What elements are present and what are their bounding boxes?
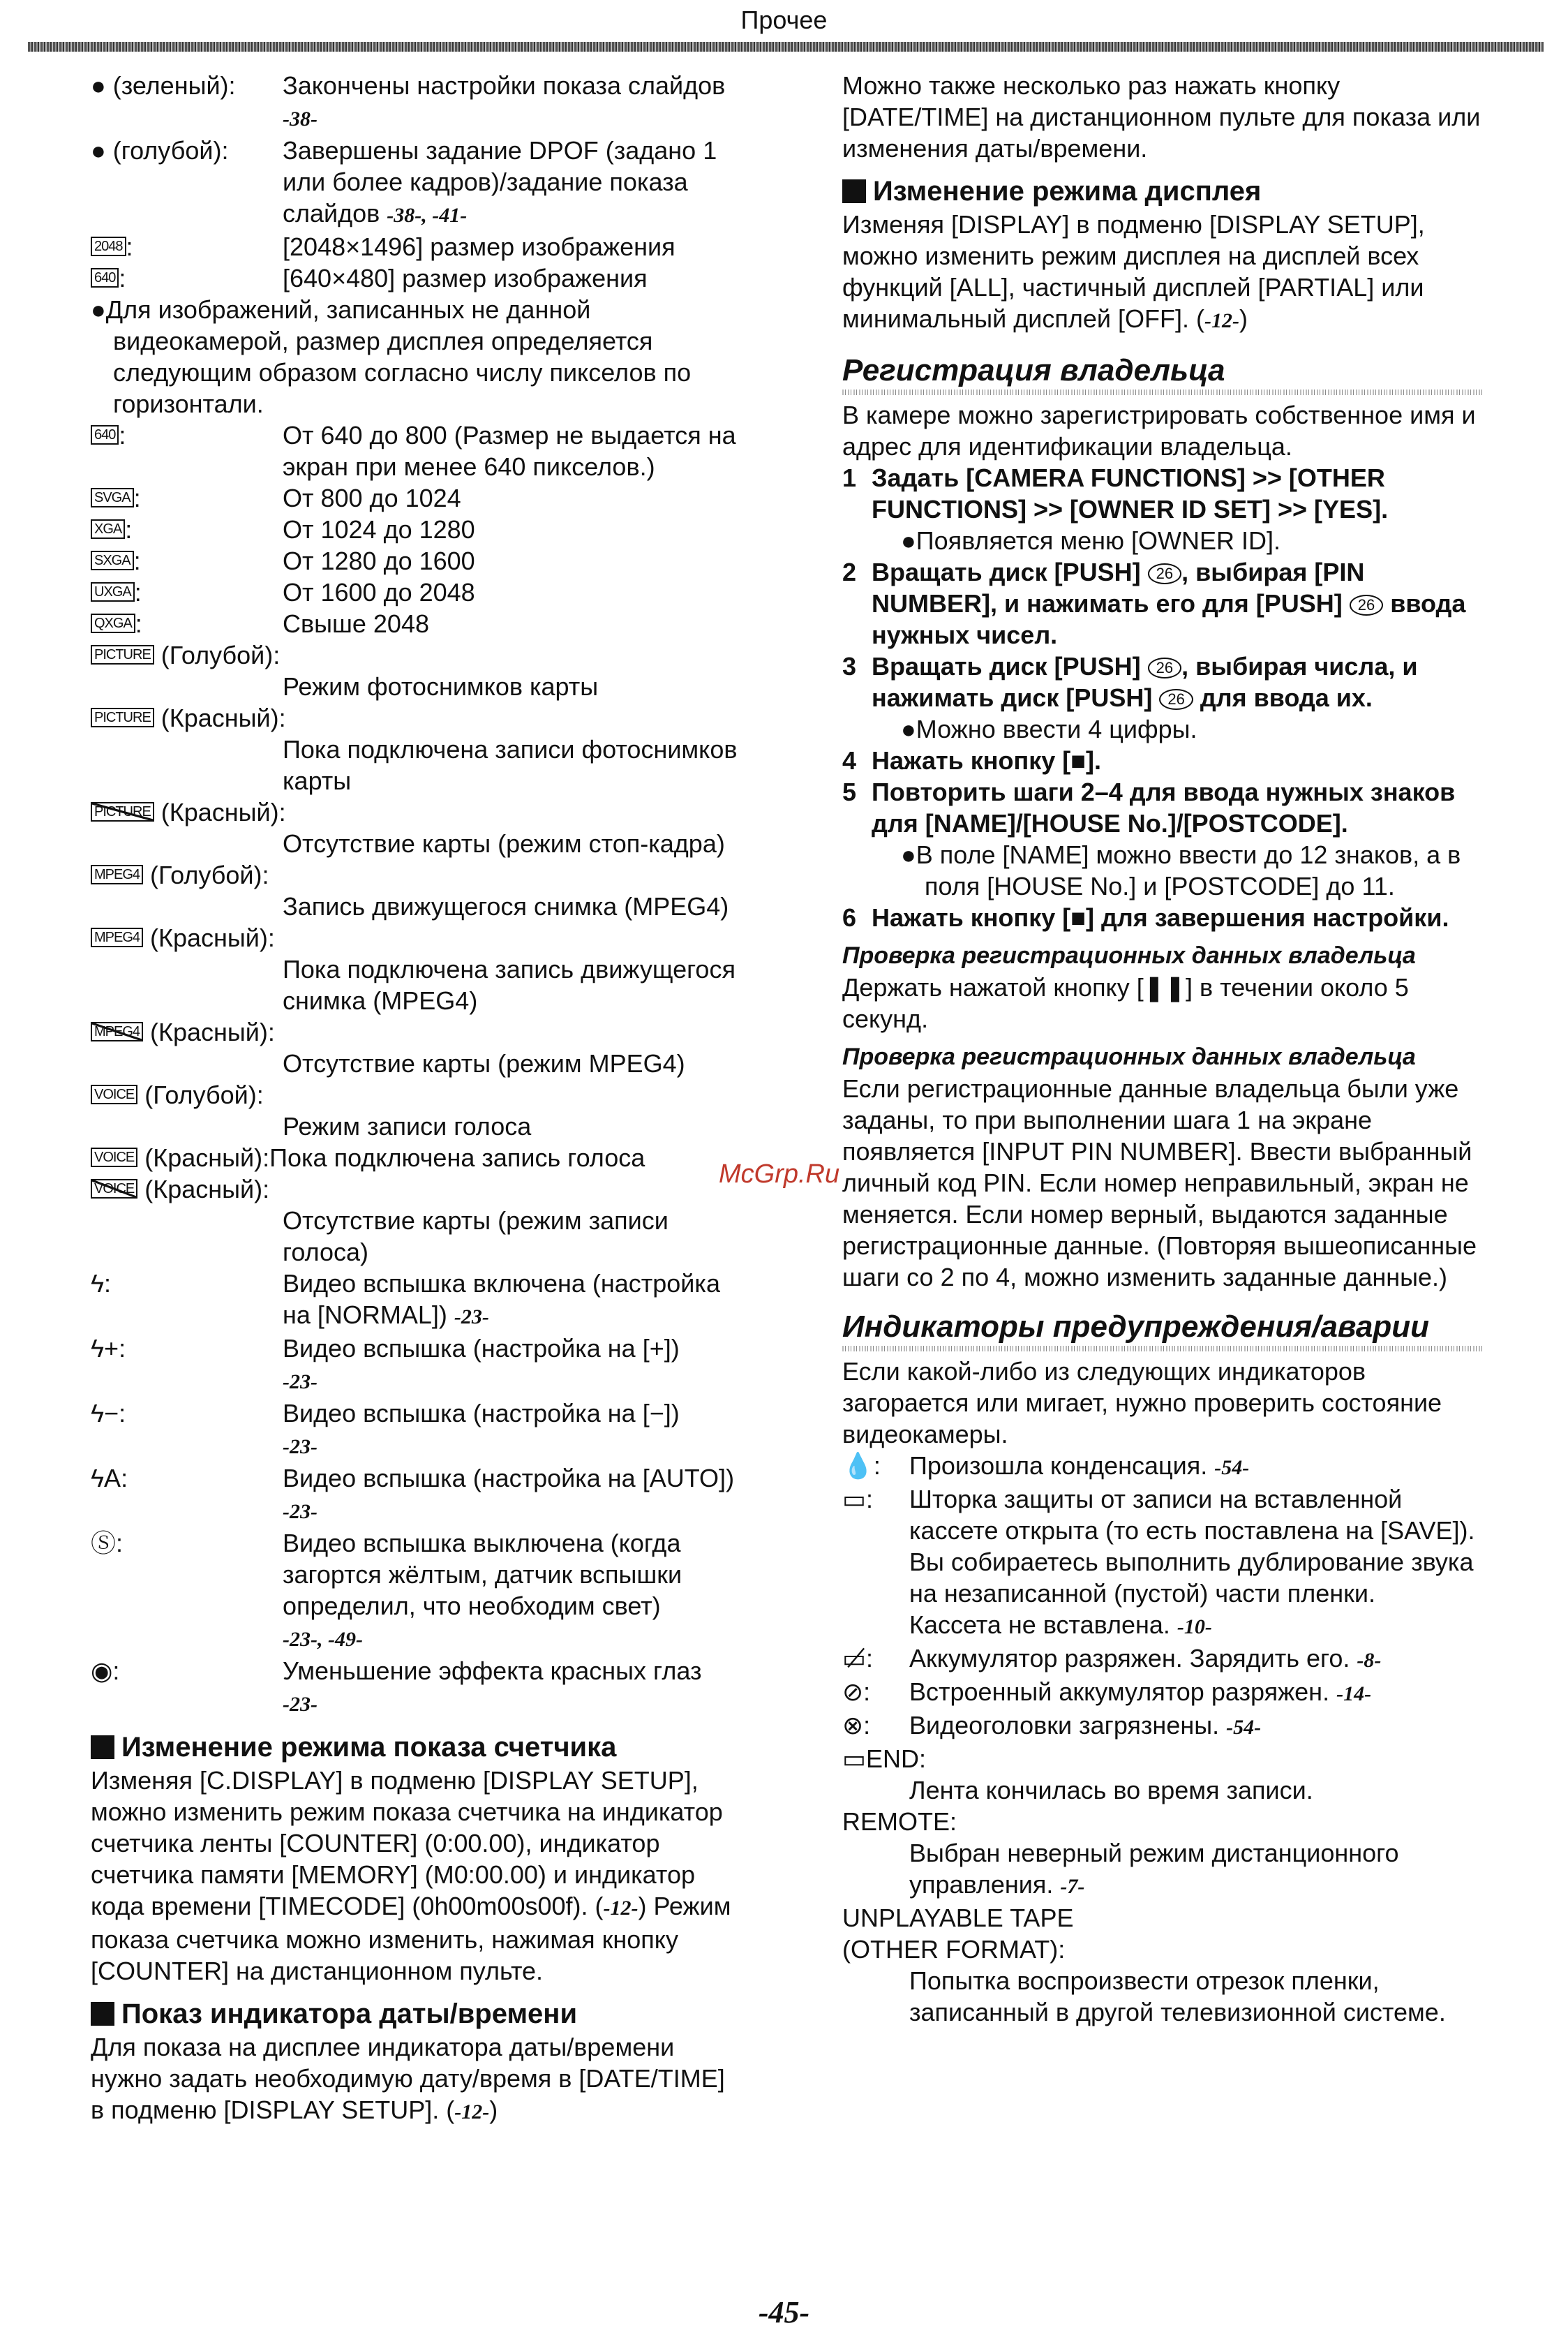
picture-icon: PICTURE bbox=[91, 645, 154, 665]
flash-icon: ϟ: bbox=[91, 1269, 112, 1298]
size-2048-icon: 2048 bbox=[91, 237, 126, 256]
flash-plus-icon: ϟ+: bbox=[91, 1334, 126, 1363]
xga-icon: XGA bbox=[91, 519, 125, 539]
flash-minus: ϟ−: Видео вспышка (настройка на [−]) -23- bbox=[91, 1399, 680, 1458]
section-display-text: Изменяя [DISPLAY] в подменю [DISPLAY SETUP], можно изменить режим дисплея на дисплей всех функций [ALL], частичный дисплей [PARTIAL] или минимальный дисплей [OFF]. (-12-) bbox=[842, 210, 1425, 333]
warn-end: ▭END: Лента кончилась во время записи. bbox=[842, 1743, 1484, 1806]
res-sxga: SXGA : От 1280 до 1600 bbox=[91, 545, 740, 577]
voice-blue: VOICE (Голубой): Режим записи голоса bbox=[91, 1079, 740, 1142]
red-eye-icon: ◉: bbox=[91, 1656, 120, 1685]
mpeg4-icon: MPEG4 bbox=[91, 928, 143, 947]
section-date-text: Для показа на дисплее индикатора даты/времени нужно задать необходимую дату/время в [DATE/TIME] в подменю [DISPLAY SETUP]. (-12-) bbox=[91, 2033, 725, 2124]
mpeg4-nocard: MPEG4 (Красный): Отсутствие карты (режим MPEG4) bbox=[91, 1016, 740, 1079]
step-4: 4 Нажать кнопку [■]. bbox=[842, 746, 1102, 775]
uxga-icon: UXGA bbox=[91, 582, 135, 602]
right-column bbox=[842, 70, 1484, 2028]
left-column bbox=[91, 70, 740, 2128]
warn-cassette: ▭: Шторка защиты от записи на вставленной кассете открыта (то есть поставлена на [SAVE]). Вы собираетесь выполнить дублирование звука на незаписанной (пустой) части пленки. Кассета не вставлена. -10- bbox=[842, 1485, 1475, 1639]
picture-crossed-icon: PICTURE bbox=[91, 802, 154, 822]
warn-condensation: 💧: Произошла конденсация. -54- bbox=[842, 1451, 1250, 1480]
warn-battery: ▭̸: Аккумулятор разряжен. Зарядить его. -8- bbox=[842, 1644, 1382, 1673]
check-text-1: Держать нажатой кнопку [❚❚] в течении около 5 секунд. bbox=[842, 973, 1409, 1033]
step-6: 6 Нажать кнопку [■] для завершения настройки. bbox=[842, 903, 1449, 932]
page-header: Прочее bbox=[740, 6, 828, 34]
flash-on: ϟ: Видео вспышка включена (настройка на [NORMAL]) -23- bbox=[91, 1269, 720, 1329]
heading-rule bbox=[842, 1346, 1484, 1351]
flash-auto-icon: ϟA: bbox=[91, 1464, 128, 1492]
section-counter-title: Изменение режима показа счетчика bbox=[91, 1730, 740, 1765]
warn-remote: REMOTE: Выбран неверный режим дистанционного управления. -7- bbox=[842, 1807, 1399, 1899]
res-640: 640 : От 640 до 800 (Размер не выдается на экран при менее 640 пикселов.) bbox=[91, 420, 740, 482]
mpeg4-icon: MPEG4 bbox=[91, 865, 143, 884]
voice-icon: VOICE bbox=[91, 1085, 137, 1104]
item-blue: ● (голубой): Завершены задание DPOF (задано 1 или более кадров)/задание показа слайдов -38-, -41- bbox=[91, 136, 717, 228]
size-640-icon: 640 bbox=[91, 268, 119, 288]
section-date-title: Показ индикатора даты/времени bbox=[91, 1996, 740, 2031]
heads-dirty-icon: ⊗: bbox=[842, 1711, 871, 1740]
check-title-2: Проверка регистрационных данных владельца bbox=[842, 1044, 1416, 1070]
section-display-title: Изменение режима дисплея bbox=[842, 174, 1484, 209]
flash-auto: ϟA: Видео вспышка (настройка на [AUTO]) -23- bbox=[91, 1464, 735, 1523]
voice-icon: VOICE bbox=[91, 1148, 137, 1167]
step-1: 1 Задать [CAMERA FUNCTIONS] >> [OTHER FUNCTIONS] >> [OWNER ID SET] >> [YES]. ●Появляется меню [OWNER ID]. bbox=[842, 463, 1389, 555]
flash-off-icon: Ⓢ: bbox=[91, 1529, 124, 1557]
backup-battery-icon: ⊘: bbox=[842, 1677, 871, 1706]
check-title-1: Проверка регистрационных данных владельца bbox=[842, 942, 1416, 969]
item-640: 640 : [640×480] размер изображения bbox=[91, 262, 740, 294]
res-uxga: UXGA : От 1600 до 2048 bbox=[91, 577, 740, 608]
warn-unplayable: UNPLAYABLE TAPE (OTHER FORMAT): Попытка воспроизвести отрезок пленки, записанный в другой телевизионной системе. bbox=[842, 1904, 1446, 2026]
heading-rule bbox=[842, 390, 1484, 395]
voice-red: VOICE (Красный):Пока подключена запись голоса bbox=[91, 1142, 740, 1173]
picture-nocard: PICTURE (Красный): Отсутствие карты (режим стоп-кадра) bbox=[91, 796, 740, 859]
mpeg4-blue: MPEG4 (Голубой): Запись движущегося снимка (MPEG4) bbox=[91, 859, 740, 922]
tape-end-icon: ▭END: bbox=[842, 1744, 927, 1773]
square-bullet-icon bbox=[842, 179, 866, 203]
warnings-intro: Если какой-либо из следующих индикаторов загорается или мигает, нужно проверить состояние видеокамеры. bbox=[842, 1357, 1442, 1448]
dial-ref-icon: 26 bbox=[1350, 595, 1383, 616]
mpeg4-red: MPEG4 (Красный): Пока подключена запись движущегося снимка (MPEG4) bbox=[91, 922, 740, 1016]
battery-icon: ▭̸: bbox=[842, 1644, 874, 1673]
section-counter-text: Изменяя [C.DISPLAY] в подменю [DISPLAY SETUP], можно изменить режим показа счетчика на индикатор счетчика ленты [COUNTER] (0:00.00), индикатор счетчика памяти [MEMORY] (M0:00.00) и индикатор кода времени [TIMECODE] (0h00m00s00f). (-12-) Режим показа счетчика можно изменить, нажимая кнопку [COUNTER] на дистанционном пульте. bbox=[91, 1766, 731, 1985]
page-number: -45- bbox=[758, 2295, 810, 2329]
flash-off: Ⓢ: Видео вспышка выключена (когда загортся жёлтым, датчик вспышки определил, что необходим свет) -23-, -49- bbox=[91, 1529, 682, 1651]
check-text-2: Если регистрационные данные владельца были уже заданы, то при выполнении шага 1 на экране появляется [INPUT PIN NUMBER]. Ввести выбранный личный код PIN. Если номер неправильный, экран не меняется. Если номер верный, выдаются заданные регистрационные данные. (Повторяя вышеописанные шаги со 2 по 4, можно изменить заданные данные.) bbox=[842, 1074, 1477, 1291]
warn-backup-battery: ⊘: Встроенный аккумулятор разряжен. -14- bbox=[842, 1677, 1372, 1706]
picture-blue: PICTURE (Голубой): Режим фотоснимков карты bbox=[91, 639, 740, 702]
step-5: 5 Повторить шаги 2–4 для ввода нужных знаков для [NAME]/[HOUSE No.]/[POSTCODE]. ●В поле [NAME] можно ввести до 12 знаков, а в поля [HOUSE No.] и [POSTCODE] до 11. bbox=[842, 778, 1461, 900]
res-xga: XGA : От 1024 до 1280 bbox=[91, 514, 740, 545]
flash-plus: ϟ+: Видео вспышка (настройка на [+]) -23- bbox=[91, 1334, 680, 1393]
dial-ref-icon: 26 bbox=[1159, 689, 1193, 710]
heading-warnings: Индикаторы предупреждения/аварии bbox=[842, 1310, 1430, 1344]
voice-crossed-icon: VOICE bbox=[91, 1179, 137, 1199]
qxga-icon: QXGA bbox=[91, 614, 135, 633]
res-svga: SVGA : От 800 до 1024 bbox=[91, 482, 740, 514]
date-intro: Можно также несколько раз нажать кнопку [DATE/TIME] на дистанционном пульте для показа или изменения даты/времени. bbox=[842, 71, 1481, 163]
square-bullet-icon bbox=[91, 1735, 114, 1759]
size-note: ●Для изображений, записанных не данной видеокамерой, размер дисплея определяется следующим образом согласно числу пикселов по горизонтали. bbox=[91, 295, 692, 418]
flash-minus-icon: ϟ−: bbox=[91, 1399, 126, 1427]
svga-icon: SVGA bbox=[91, 488, 134, 507]
cassette-icon: ▭: bbox=[842, 1485, 874, 1513]
sxga-icon: SXGA bbox=[91, 551, 134, 570]
heading-owner: Регистрация владельца bbox=[842, 353, 1225, 387]
res-640-icon: 640 bbox=[91, 425, 119, 445]
picture-red: PICTURE (Красный): Пока подключена записи фотоснимков карты bbox=[91, 702, 740, 796]
warn-heads: ⊗: Видеоголовки загрязнены. -54- bbox=[842, 1711, 1262, 1740]
watermark: McGrp.Ru bbox=[719, 1159, 840, 1189]
voice-nocard: VOICE (Красный): Отсутствие карты (режим записи голоса) bbox=[91, 1173, 740, 1268]
mpeg4-crossed-icon: MPEG4 bbox=[91, 1022, 143, 1041]
dial-ref-icon: 26 bbox=[1148, 563, 1181, 584]
step-3: 3 Вращать диск [PUSH] 26 , выбирая числа, и нажимать диск [PUSH] 26 для ввода их. ●Можно ввести 4 цифры. bbox=[842, 652, 1418, 743]
res-qxga: QXGA : Свыше 2048 bbox=[91, 608, 740, 639]
red-eye: ◉: Уменьшение эффекта красных глаз -23- bbox=[91, 1656, 702, 1716]
item-green: ● (зеленый): Закончены настройки показа слайдов -38- bbox=[91, 71, 726, 131]
item-2048: 2048 : [2048×1496] размер изображения bbox=[91, 231, 740, 262]
header-rule bbox=[28, 42, 1544, 52]
picture-icon: PICTURE bbox=[91, 708, 154, 727]
step-2: 2 Вращать диск [PUSH] 26 , выбирая [PIN NUMBER], и нажимать его для [PUSH] 26 ввода нужных чисел. bbox=[842, 558, 1466, 649]
square-bullet-icon bbox=[91, 2002, 114, 2026]
owner-intro: В камере можно зарегистрировать собственное имя и адрес для идентификации владельца. bbox=[842, 401, 1476, 461]
condensation-icon: 💧: bbox=[842, 1451, 881, 1480]
dial-ref-icon: 26 bbox=[1148, 658, 1181, 678]
